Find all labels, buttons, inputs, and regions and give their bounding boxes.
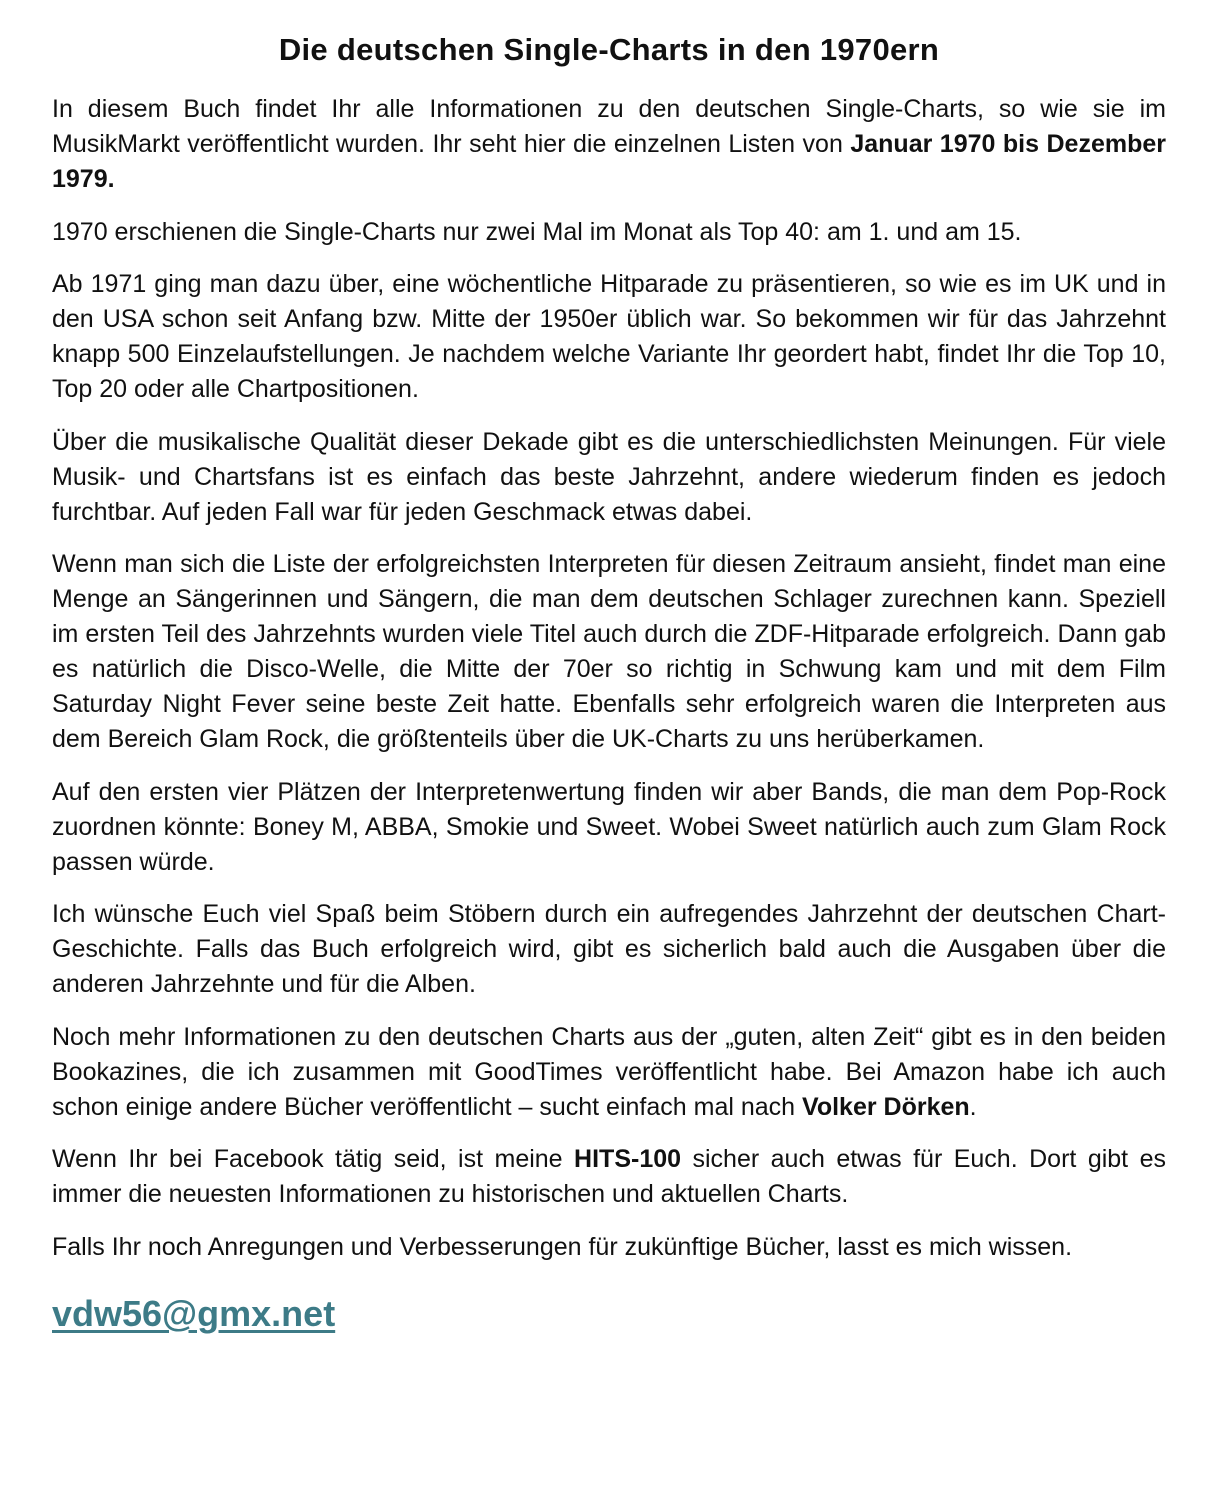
intro-period: Januar 1970 bis Dezember 1979.	[52, 130, 1166, 193]
paragraph-facebook	[52, 1142, 1166, 1212]
intro-text: In diesem Buch findet Ihr alle Informationen zu den deutschen Single-Charts, so wie sie im MusikMarkt veröffentlicht wurden. Ihr seht hier die einzelnen Listen von	[52, 95, 1166, 158]
paragraph-1970: 1970 erschienen die Single-Charts nur zwei Mal im Monat als Top 40: am 1. und am 15.	[52, 217, 1022, 246]
paragraph-wishes: Ich wünsche Euch viel Spaß beim Stöbern durch ein aufregendes Jahrzehnt der deutschen Chart-Geschichte. Falls das Buch erfolgreich wird, gibt es sicherlich bald auch die Ausgaben über die anderen Jahrzehnte und für die Alben.	[52, 900, 1166, 998]
bookazines-text: Noch mehr Informationen zu den deutschen Charts aus der „guten, alten Zeit“ gibt es in den beiden Bookazines, die ich zusammen mit GoodTimes veröffentlicht habe. Bei Amazon habe ich auch schon einige andere Bücher veröffentlicht – sucht einfach mal nach	[52, 1022, 1166, 1121]
paragraph-interpreters: Wenn man sich die Liste der erfolgreichsten Interpreten für diesen Zeitraum ansieht, findet man eine Menge an Sängerinnen und Sängern, die man dem deutschen Schlager zurechnen kann. Speziell im ersten Teil des Jahrzehnts wurden viele Titel auch durch die ZDF-Hitparade erfolgreich. Dann gab es natürlich die Disco-Welle, die Mitte der 70er so richtig in Schwung kam und mit dem Film Saturday Night Fever seine beste Zeit hatte. Ebenfalls sehr erfolgreich waren die Interpreten aus dem Bereich Glam Rock, die größtenteils über die UK-Charts zu uns herüberkamen.	[52, 550, 1166, 753]
paragraph-intro	[52, 92, 1166, 197]
paragraph-top-bands: Auf den ersten vier Plätzen der Interpretenwertung finden wir aber Bands, die man dem Pop-Rock zuordnen könnte: Boney M, ABBA, Smokie und Sweet. Wobei Sweet natürlich auch zum Glam Rock passen würde.	[52, 777, 1166, 876]
facebook-text: Wenn Ihr bei Facebook tätig seid, ist meine	[52, 1145, 575, 1173]
hits-100-name: HITS-100	[574, 1145, 682, 1173]
paragraph-weekly-charts: Ab 1971 ging man dazu über, eine wöchentliche Hitparade zu präsentieren, so wie es im UK und in den USA schon seit Anfang bzw. Mitte der 1950er üblich war. So bekommen wir für das Jahrzehnt knapp 500 Einzelaufstellungen. Je nachdem welche Variante Ihr geordert habt, findet Ihr die Top 10, Top 20 oder alle Chartpositionen.	[52, 270, 1166, 403]
email-link[interactable]: vdw56@gmx.net	[52, 1293, 336, 1334]
page-title: Die deutschen Single-Charts in den 1970ern	[278, 32, 940, 67]
bookazines-end: .	[969, 1092, 977, 1121]
document-page	[52, 30, 1166, 1336]
facebook-end: sicher auch etwas für Euch. Dort gibt es immer die neuesten Informationen zu historischen und aktuellen Charts.	[52, 1145, 1166, 1208]
paragraph-feedback: Falls Ihr noch Anregungen und Verbesserungen für zukünftige Bücher, lasst es mich wissen.	[52, 1232, 1073, 1261]
paragraph-bookazines	[52, 1020, 1166, 1125]
author-name: Volker Dörken	[802, 1092, 970, 1121]
paragraph-quality: Über die musikalische Qualität dieser Dekade gibt es die unterschiedlichsten Meinungen. Für viele Musik- und Chartsfans ist es einfach das beste Jahrzehnt, andere wiederum finden es jedoch furchtbar. Auf jeden Fall war für jeden Geschmack etwas dabei.	[52, 427, 1166, 526]
